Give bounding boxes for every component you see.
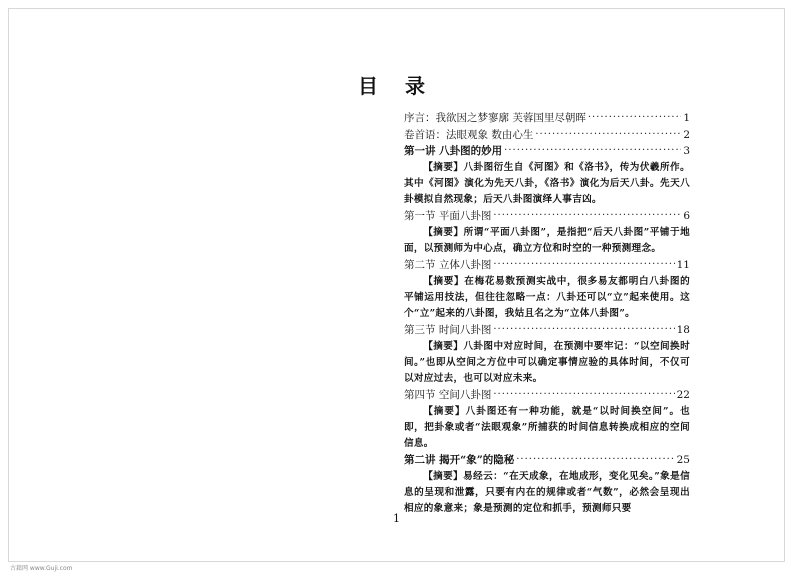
toc-abstract: 【摘要】所谓“平面八卦图”，是指把“后天八卦图”平铺于地面，以预测师为中心点，确立方位和时空的一种预测理念。 [404,226,690,254]
toc-entry[interactable] [404,110,690,127]
toc-entry[interactable] [404,257,690,274]
toc-entry-page: 11 [676,259,690,272]
toc-abstract: 【摘要】八卦图中对应时间，在预测中要牢记：“以空间换时间。”也即从空间之方位中可以确定事情应验的具体时间，不仅可以对应过去，也可以对应未来。 [404,340,690,385]
toc-entry-label: 第二讲 揭开“象”的隐秘 [404,454,515,467]
toc-abstract: 【摘要】在梅花易数预测实战中，很多易友都明白八卦图的平铺运用技法，但往往忽略一点：八卦还可以“立”起来使用。这个“立”起来的八卦图，我姑且名之为“立体八卦图”。 [404,275,690,319]
toc-abstract: 【摘要】八卦图还有一种功能，就是“以时间换空间”。也即，把卦象或者“法眼观象”所捕获的时间信息转换成相应的空间信息。 [404,405,690,450]
toc-entry-page: 22 [676,389,690,402]
toc-abstract: 【摘要】八卦图衍生自《河图》和《洛书》，传为伏羲所作。其中《河图》演化为先天八卦，《洛书》演化为后天八卦。先天八卦模拟自然现象；后天八卦图演绎人事吉凶。 [404,161,690,205]
table-of-contents [404,110,690,517]
toc-leader-dots [504,143,681,160]
watermark-text: 古籍网 www.Guji.com [10,565,73,572]
toc-entry[interactable] [404,452,690,469]
toc-leader-dots [493,257,674,274]
toc-entry-label: 序言：我欲因之梦寥廓 芙蓉国里尽朝晖 [404,112,586,124]
page-number: 1 [393,512,400,525]
toc-leader-dots [535,127,681,144]
toc-leader-dots [516,452,674,469]
toc-entry-label: 第三节 时间八卦图 [404,324,492,337]
toc-entry-label: 卷首语：法眼观象 数由心生 [404,128,534,141]
toc-entry-label: 第一节 平面八卦图 [404,210,492,223]
toc-entry[interactable] [404,208,690,225]
toc-entry-page: 6 [683,210,690,223]
toc-entry[interactable] [404,127,690,144]
toc-entry-label: 第四节 空间八卦图 [404,389,492,402]
toc-entry[interactable] [404,322,690,339]
toc-entry-page: 2 [683,128,690,141]
toc-entry-label: 第一讲 八卦图的妙用 [404,145,503,157]
page-title: 目 录 [358,74,435,98]
toc-entry[interactable] [404,387,690,404]
toc-entry-page: 18 [676,324,690,337]
toc-leader-dots [493,322,674,339]
toc-entry-page: 1 [683,112,690,124]
toc-entry-page: 3 [683,145,690,157]
toc-abstract: 【摘要】易经云：“在天成象，在地成形，变化见矣。”象是信息的呈现和泄露，只要有内在的规律或者“气数”，必然会呈现出相应的象意来；象是预测的定位和抓手，预测师只要 [404,470,690,515]
toc-entry[interactable] [404,143,690,160]
toc-entry-page: 25 [676,454,690,467]
toc-entry-label: 第二节 立体八卦图 [404,259,492,272]
toc-leader-dots [493,387,674,404]
toc-leader-dots [588,110,681,127]
toc-leader-dots [493,208,681,225]
